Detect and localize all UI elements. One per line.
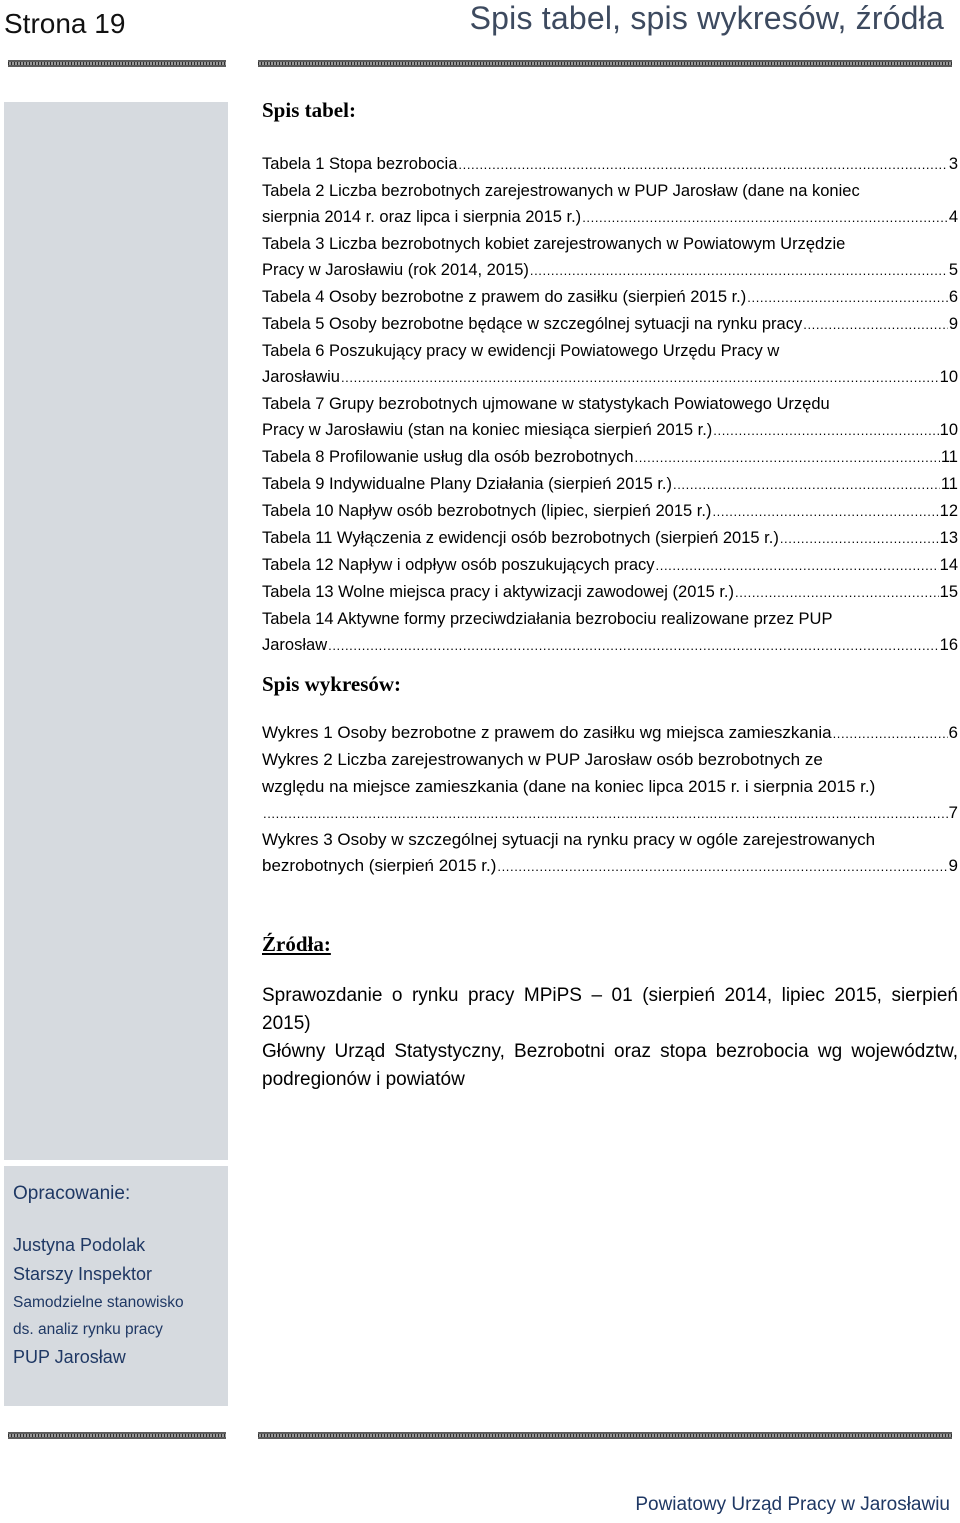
tables-entry-page-number: 6 bbox=[948, 288, 958, 306]
charts-entry-page-number: 9 bbox=[948, 856, 958, 876]
tables-entry-page-number: 11 bbox=[940, 475, 958, 493]
tables-entry-link[interactable] bbox=[262, 579, 958, 606]
tables-entry-title: Tabela 8 Profilowanie usług dla osób bezrobotnych bbox=[262, 448, 634, 466]
tables-entry-page-number: 4 bbox=[948, 208, 958, 226]
tables-entry-page-number: 13 bbox=[939, 529, 958, 547]
tables-entry-page-number: 14 bbox=[939, 556, 958, 574]
credits-details bbox=[13, 1231, 225, 1372]
tables-entry-link[interactable] bbox=[262, 498, 958, 525]
dot-leader bbox=[747, 285, 948, 311]
tables-entry-page-number: 12 bbox=[939, 502, 958, 520]
source-item: Sprawozdanie o rynku pracy MPiPS – 01 (sierpień 2014, lipiec 2015, sierpień 2015) bbox=[262, 985, 958, 1034]
tables-entry-title: Tabela 4 Osoby bezrobotne z prawem do zasiłku (sierpień 2015 r.) bbox=[262, 288, 747, 306]
sources-list bbox=[262, 982, 958, 1094]
author-unit-line-2: ds. analiz rynku pracy bbox=[13, 1321, 163, 1338]
charts-entry-text: względu na miejsce zamieszkania (dane na koniec lipca 2015 r. i sierpnia 2015 r.) bbox=[262, 776, 876, 796]
footer-office-name: Powiatowy Urząd Pracy w Jarosławiu bbox=[635, 1494, 950, 1515]
tables-entry-page-number: 5 bbox=[948, 261, 958, 279]
dot-leader bbox=[530, 258, 948, 284]
tables-entry-title: Tabela 12 Napływ i odpływ osób poszukujących pracy bbox=[262, 556, 655, 574]
dot-leader bbox=[656, 553, 939, 579]
charts-entry-title: Wykres 1 Osoby bezrobotne z prawem do zasiłku wg miejsca zamieszkania bbox=[262, 723, 832, 742]
tables-entry-text: Tabela 14 Aktywne formy przeciwdziałania bezrobociu realizowane przez PUP bbox=[262, 610, 833, 628]
tables-entry-page-number: 3 bbox=[948, 155, 958, 173]
dot-leader bbox=[735, 580, 939, 606]
tables-entry-title: Pracy w Jarosławiu (stan na koniec miesiąca sierpień 2015 r.) bbox=[262, 421, 713, 439]
charts-list bbox=[262, 720, 958, 881]
header-divider-left bbox=[8, 60, 226, 67]
tables-entry-text: Tabela 2 Liczba bezrobotnych zarejestrowanych w PUP Jarosław (dane na koniec bbox=[262, 182, 860, 200]
tables-entry-page-number: 10 bbox=[939, 368, 958, 386]
tables-entry-link[interactable] bbox=[262, 471, 958, 498]
dot-leader bbox=[635, 445, 940, 471]
charts-entry-page-number: 6 bbox=[948, 723, 958, 742]
dot-leader bbox=[582, 205, 948, 231]
dot-leader bbox=[673, 472, 940, 498]
tables-entry-title: Jarosławiu bbox=[262, 368, 340, 386]
dot-leader bbox=[833, 721, 948, 747]
author-unit-line-1: Samodzielne stanowisko bbox=[13, 1294, 184, 1311]
tables-entry-link[interactable] bbox=[262, 552, 958, 579]
charts-entry-link[interactable] bbox=[262, 827, 958, 881]
tables-entry-link[interactable] bbox=[262, 151, 958, 178]
tables-entry-text: Tabela 7 Grupy bezrobotnych ujmowane w statystykach Powiatowego Urzędu bbox=[262, 395, 830, 413]
dot-leader bbox=[458, 152, 947, 178]
tables-entry-title: Jarosław bbox=[262, 636, 328, 654]
tables-entry-text: Tabela 6 Poszukujący pracy w ewidencji Powiatowego Urzędu Pracy w bbox=[262, 342, 780, 360]
sources-heading: Źródła: bbox=[262, 932, 331, 956]
tables-entry-page-number: 15 bbox=[939, 583, 958, 601]
tables-entry-link[interactable] bbox=[262, 178, 958, 231]
dot-leader bbox=[713, 418, 938, 444]
tables-entry-title: sierpnia 2014 r. oraz lipca i sierpnia 2015 r.) bbox=[262, 208, 582, 226]
tables-entry-title: Tabela 13 Wolne miejsca pracy i aktywizacji zawodowej (2015 r.) bbox=[262, 583, 734, 601]
author-office: PUP Jarosław bbox=[13, 1347, 126, 1367]
footer-divider-left bbox=[8, 1432, 226, 1439]
tables-entry-title: Pracy w Jarosławiu (rok 2014, 2015) bbox=[262, 261, 529, 279]
dot-leader bbox=[712, 499, 938, 525]
tables-entry-link[interactable] bbox=[262, 391, 958, 444]
dot-leader bbox=[263, 801, 948, 827]
tables-entry-link[interactable] bbox=[262, 338, 958, 391]
tables-heading: Spis tabel: bbox=[262, 98, 356, 122]
tables-list bbox=[262, 151, 958, 659]
author-name: Justyna Podolak bbox=[13, 1235, 146, 1255]
charts-entry-link[interactable] bbox=[262, 747, 958, 827]
sidebar-panel bbox=[4, 102, 228, 1160]
tables-entry-page-number: 10 bbox=[939, 421, 958, 439]
footer-divider-right bbox=[258, 1432, 952, 1439]
charts-entry-page-number: 7 bbox=[948, 802, 958, 822]
tables-entry-link[interactable] bbox=[262, 444, 958, 471]
tables-entry-text: Tabela 3 Liczba bezrobotnych kobiet zarejestrowanych w Powiatowym Urzędzie bbox=[262, 235, 846, 253]
charts-entry-link[interactable] bbox=[262, 720, 958, 747]
charts-entry-text: Wykres 2 Liczba zarejestrowanych w PUP Jarosław osób bezrobotnych ze bbox=[262, 750, 823, 770]
tables-entry-page-number: 16 bbox=[939, 636, 958, 654]
tables-entry-link[interactable] bbox=[262, 284, 958, 311]
charts-heading: Spis wykresów: bbox=[262, 672, 402, 696]
tables-entry-link[interactable] bbox=[262, 606, 958, 659]
tables-entry-page-number: 9 bbox=[948, 315, 958, 333]
credits-heading: Opracowanie: bbox=[13, 1183, 131, 1204]
tables-entry-link[interactable] bbox=[262, 231, 958, 284]
tables-entry-link[interactable] bbox=[262, 311, 958, 338]
tables-entry-title: Tabela 10 Napływ osób bezrobotnych (lipiec, sierpień 2015 r.) bbox=[262, 502, 712, 520]
dot-leader bbox=[780, 526, 939, 552]
tables-entry-title: Tabela 5 Osoby bezrobotne będące w szczególnej sytuacji na rynku pracy bbox=[262, 315, 803, 333]
source-item: Główny Urząd Statystyczny, Bezrobotni oraz stopa bezrobocia wg województw, podregionów i powiatów bbox=[262, 1041, 958, 1090]
header-divider-right bbox=[258, 60, 952, 67]
tables-entry-page-number: 11 bbox=[940, 448, 958, 466]
tables-entry-link[interactable] bbox=[262, 525, 958, 552]
dot-leader bbox=[803, 312, 948, 338]
charts-entry-title: bezrobotnych (sierpień 2015 r.) bbox=[262, 856, 497, 876]
dot-leader bbox=[497, 854, 947, 880]
page-number-label: Strona 19 bbox=[4, 8, 126, 39]
header-title: Spis tabel, spis wykresów, źródła bbox=[469, 0, 944, 36]
charts-entry-text: Wykres 3 Osoby w szczególnej sytuacji na rynku pracy w ogóle zarejestrowanych bbox=[262, 830, 876, 850]
dot-leader bbox=[328, 633, 939, 659]
tables-entry-title: Tabela 1 Stopa bezrobocia bbox=[262, 155, 458, 173]
tables-entry-title: Tabela 11 Wyłączenia z ewidencji osób bezrobotnych (sierpień 2015 r.) bbox=[262, 529, 779, 547]
author-position: Starszy Inspektor bbox=[13, 1264, 153, 1284]
dot-leader bbox=[341, 365, 939, 391]
tables-entry-title: Tabela 9 Indywidualne Plany Działania (sierpień 2015 r.) bbox=[262, 475, 672, 493]
